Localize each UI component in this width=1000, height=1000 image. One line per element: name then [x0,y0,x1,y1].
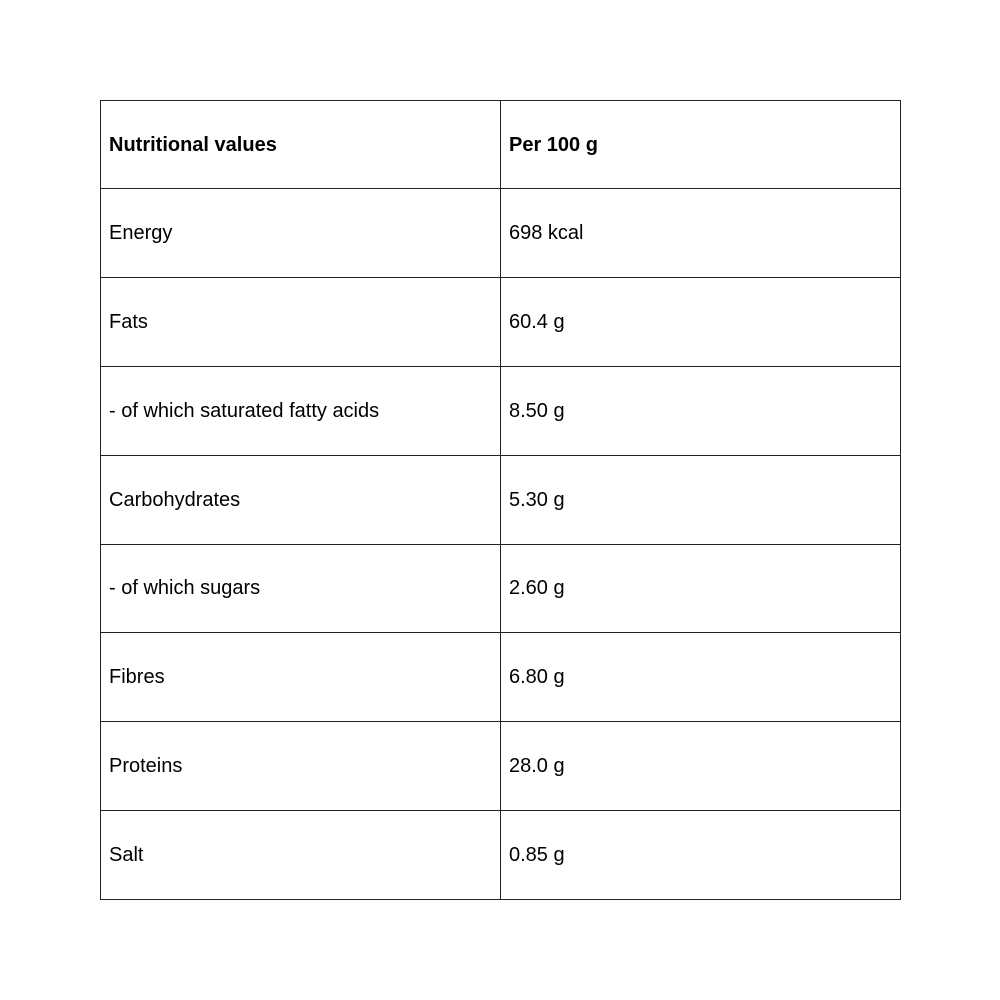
nutrient-name: Carbohydrates [101,455,501,544]
nutrient-value: 6.80 g [501,633,901,722]
nutrient-name: - of which saturated fatty acids [101,366,501,455]
table-header-row [101,101,901,189]
nutrient-name: - of which sugars [101,544,501,633]
nutrient-value: 698 kcal [501,189,901,278]
nutrient-value: 60.4 g [501,277,901,366]
table-row [101,544,901,633]
nutrient-value: 28.0 g [501,722,901,811]
nutrient-name: Salt [101,811,501,900]
nutrient-value: 2.60 g [501,544,901,633]
nutrient-value: 0.85 g [501,811,901,900]
nutrient-name: Fats [101,277,501,366]
nutrient-value: 8.50 g [501,366,901,455]
table-row [101,366,901,455]
header-per-100g: Per 100 g [501,101,901,189]
nutrient-value: 5.30 g [501,455,901,544]
table-row [101,277,901,366]
table-row [101,722,901,811]
table-row [101,189,901,278]
nutrition-table [100,100,901,900]
header-nutritional-values: Nutritional values [101,101,501,189]
nutrient-name: Proteins [101,722,501,811]
table-row [101,633,901,722]
table-row [101,811,901,900]
nutrient-name: Energy [101,189,501,278]
nutrient-name: Fibres [101,633,501,722]
table-row [101,455,901,544]
